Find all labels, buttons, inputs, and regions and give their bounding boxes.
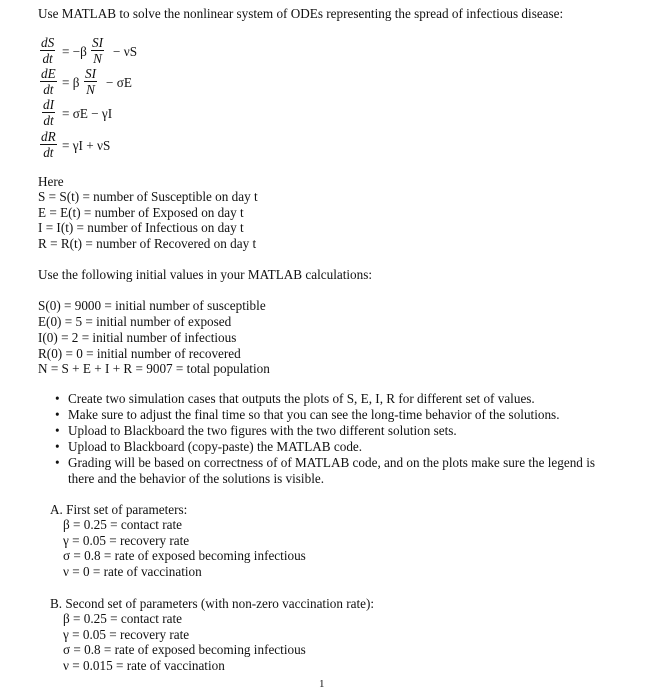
initial-line: I(0) = 2 = initial number of infectious: [38, 330, 237, 345]
initial-line: S(0) = 9000 = initial number of susceptible: [38, 298, 266, 313]
initial-line: R(0) = 0 = initial number of recovered: [38, 346, 241, 361]
initial-line: E(0) = 5 = initial number of exposed: [38, 314, 232, 329]
initial-heading: Use the following initial values in your MATLAB calculations:: [38, 267, 373, 282]
here-line: R = R(t) = number of Recovered on day t: [38, 236, 257, 251]
si-n-fraction: $\frac{SI}{N}$: [85, 66, 96, 97]
set-a-line: β = 0.25 = contact rate: [63, 517, 182, 532]
set-a-heading: A. First set of parameters:: [50, 502, 188, 517]
list-item: • Upload to Blackboard the two figures with the two different solution sets.: [54, 423, 614, 439]
list-item: • Grading will be based on correctness of of MATLAB code, and on the plots make sure the legend is there and the behavior of the solutions is visible.: [54, 455, 614, 487]
page-number: 1: [319, 678, 325, 690]
set-a-line: ν = 0 = rate of vaccination: [63, 564, 202, 579]
here-heading: Here: [38, 174, 64, 189]
set-a-line: γ = 0.05 = recovery rate: [63, 533, 190, 548]
here-line: I = I(t) = number of Infectious on day t: [38, 220, 244, 235]
list-item: • Create two simulation cases that outputs the plots of S, E, I, R for different set of values.: [54, 391, 614, 407]
dr-dt-fraction: $\frac{dR}{dt}$: [41, 129, 56, 160]
set-b-line: γ = 0.05 = recovery rate: [63, 627, 190, 642]
set-b-line: σ = 0.8 = rate of exposed becoming infectious: [63, 642, 306, 657]
ds-dt-fraction: $\frac{dS}{dt}$: [41, 35, 55, 66]
set-b-line: ν = 0.015 = rate of vaccination: [63, 658, 225, 673]
di-dt-fraction: $\frac{dI}{dt}$: [43, 97, 54, 128]
intro-text: Use MATLAB to solve the nonlinear system of ODEs representing the spread of infectious disease:: [38, 6, 564, 21]
si-n-fraction: $\frac{SI}{N}$: [92, 35, 103, 66]
list-item: • Make sure to adjust the final time so that you can see the long-time behavior of the solutions.: [54, 407, 614, 423]
instructions-list: [54, 391, 614, 487]
here-line: E = E(t) = number of Exposed on day t: [38, 205, 244, 220]
here-line: S = S(t) = number of Susceptible on day t: [38, 189, 258, 204]
set-b-line: β = 0.25 = contact rate: [63, 611, 182, 626]
list-item: • Upload to Blackboard (copy-paste) the MATLAB code.: [54, 439, 614, 455]
initial-line: N = S + E + I + R = 9007 = total population: [38, 361, 270, 376]
de-dt-fraction: $\frac{dE}{dt}$: [41, 66, 56, 97]
set-a-line: σ = 0.8 = rate of exposed becoming infectious: [63, 548, 306, 563]
set-b-heading: B. Second set of parameters (with non-zero vaccination rate):: [50, 596, 375, 611]
